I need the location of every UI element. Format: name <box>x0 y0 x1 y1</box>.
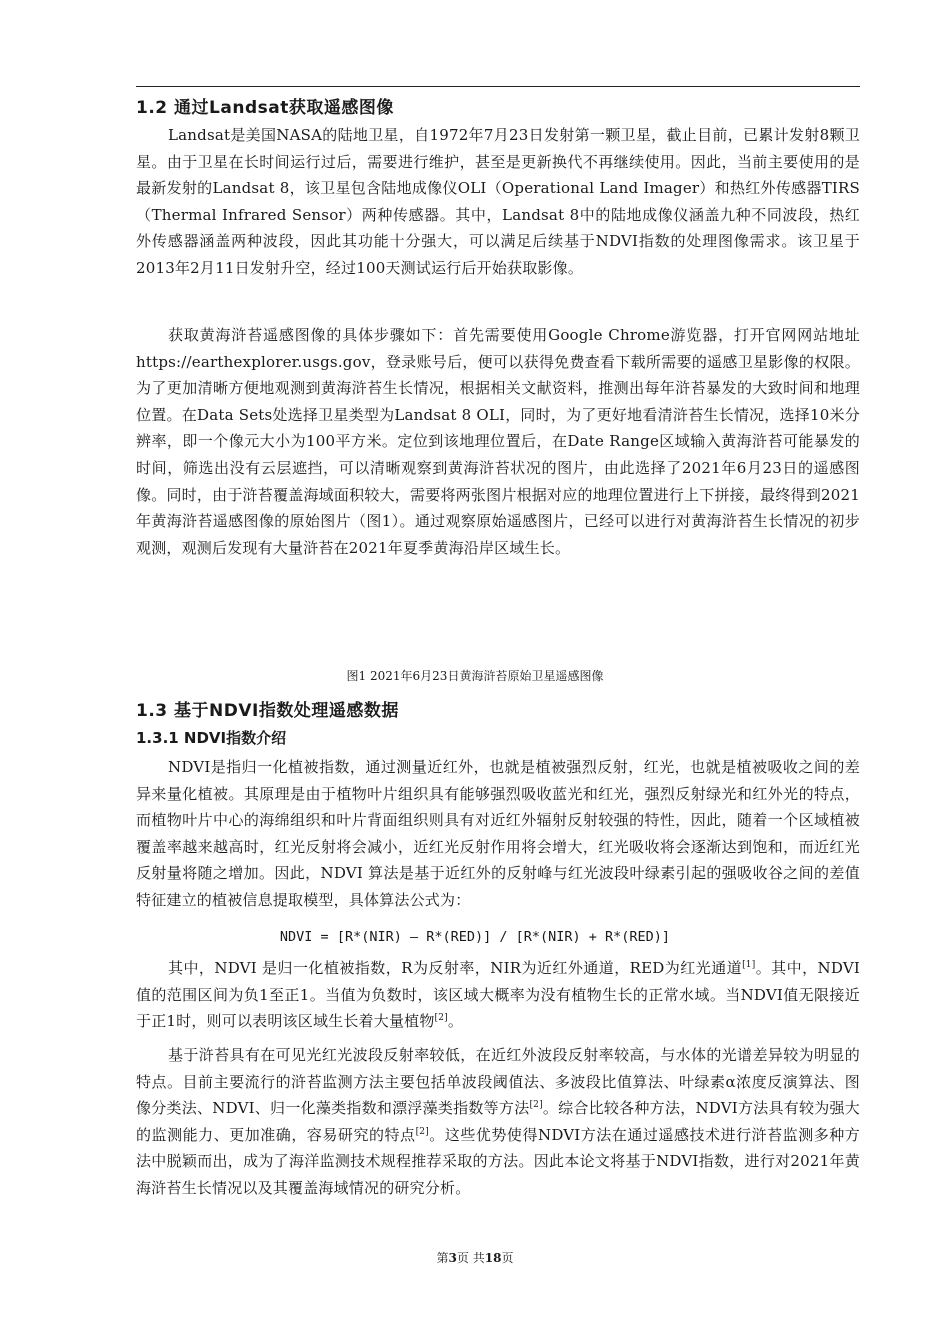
paragraph-3-text-b: 。综合比较各种方法，NDVI方法具有较为强大的监测能力、更加准确，容易研究的特点 <box>136 1099 860 1144</box>
page-footer <box>0 1249 950 1266</box>
paragraph-2-text-a: 其中，NDVI 是归一化植被指数，R为反射率，NIR为近红外通道，RED为红光通道 <box>168 959 743 977</box>
section-1-3-paragraph-1: NDVI是指归一化植被指数，通过测量近红外，也就是植被强烈反射，红光，也就是植被吸收之间的差异来量化植被。其原理是由于植物叶片组织具有能够强烈吸收蓝光和红光，强烈反射绿光和红外光的特点，而植物叶片中心的海绵组织和叶片背面组织则具有对近红外辐射反射较强的特性，因此，随着一个区域植被覆盖率越来越高时，红光反射将会减小，近红光反射作用将会增大，红光吸收将会逐渐达到饱和，而近红光反射量将随之增加。因此，NDVI 算法是基于近红外的反射峰与红光波段叶绿素引起的强吸收谷之间的差值特征建立的植被信息提取模型，具体算法公式为： <box>136 758 860 909</box>
section-1-3-title: 1.3 基于NDVI指数处理遥感数据 <box>136 701 399 721</box>
ndvi-formula: NDVI = [R*(NIR) – R*(RED)] / [R*(NIR) + R*(RED)] <box>279 929 671 945</box>
footer-middle: 页 共 <box>456 1251 485 1265</box>
citation-ref-4: [2] <box>415 1126 429 1137</box>
paragraph-2-text-c: 。 <box>447 1012 464 1031</box>
section-1-2-title: 1.2 通过Landsat获取遥感图像 <box>136 98 394 118</box>
citation-ref-3: [2] <box>529 1100 543 1111</box>
citation-ref-2: [2] <box>434 1013 448 1024</box>
section-1-2-paragraph-2: 获取黄海浒苔遥感图像的具体步骤如下：首先需要使用Google Chrome游览器，打开官网网站地址https://earthexplorer.usgs.gov，登录账号后，便可以获得免费查看下载所需要的遥感卫星影像的权限。为了更加清晰方便地观测到黄海浒苔生长情况，根据相关文献资料，推测出每年浒苔暴发的大致时间和地理位置。在Data Sets处选择卫星类型为Landsat 8 OLI，同时，为了更好地看清浒苔生长情况，选择10米分辨率，即一个像元大小为100平方米。定位到该地理位置后，在Date Range区域输入黄海浒苔可能暴发的时间，筛选出没有云层遮挡，可以清晰观察到黄海浒苔状况的图片，由此选择了2021年6月23日的遥感图像。同时，由于浒苔覆盖海域面积较大，需要将两张图片根据对应的地理位置进行上下拼接，最终得到2021年黄海浒苔遥感图像的原始图片（图1）。通过观察原始遥感图片，已经可以进行对黄海浒苔生长情况的初步观测，观测后发现有大量浒苔在2021年夏季黄海沿岸区域生长。 <box>136 326 860 557</box>
section-1-3-paragraph-3 <box>136 1042 860 1202</box>
footer-total-pages: 18 <box>484 1251 502 1265</box>
header-rule <box>136 86 860 87</box>
section-1-2-paragraph-1: Landsat是美国NASA的陆地卫星，自1972年7月23日发射第一颗卫星，截止目前，已累计发射8颗卫星。由于卫星在长时间运行过后，需要进行维护，甚至是更新换代不再继续使用。因此，当前主要使用的是最新发射的Landsat 8，该卫星包含陆地成像仪OLI（Operational Land Imager）和热红外传感器TIRS（Thermal Infrared Sensor）两种传感器。其中，Landsat 8中的陆地成像仪涵盖九种不同波段，热红外传感器涵盖两种波段，因此其功能十分强大，可以满足后续基于NDVI指数的处理图像需求。该卫星于2013年2月11日发射升空，经过100天测试运行后开始获取影像。 <box>136 126 860 277</box>
citation-ref-1: [1] <box>742 960 756 970</box>
figure-1-caption: 图1 2021年6月23日黄海浒苔原始卫星遥感图像 <box>346 669 604 683</box>
section-1-3-1-title: 1.3.1 NDVI指数介绍 <box>136 729 287 747</box>
section-1-3-paragraph-2 <box>136 955 860 1035</box>
footer-prefix: 第 <box>436 1251 449 1265</box>
paragraph-2-text-b: 。其中，NDVI值的范围区间为负1至正1。当值为负数时，该区域大概率为没有植物生长的正常水域。当NDVI值无限接近于正1时，则可以表明该区域生长着大量植物 <box>136 959 860 1031</box>
paragraph-3-text-a: 基于浒苔具有在可见光红光波段反射率较低，在近红外波段反射率较高，与水体的光谱差异较为明显的特点。目前主要流行的浒苔监测方法主要包括单波段阈值法、多波段比值算法、叶绿素α浓度反演算法、图像分类法、NDVI、归一化藻类指数和漂浮藻类指数等方法 <box>136 1046 860 1118</box>
footer-page-number: 3 <box>448 1251 457 1265</box>
paragraph-3-text-c: 。这些优势使得NDVI方法在通过遥感技术进行浒苔监测多种方法中脱颖而出，成为了海洋监测技术规程推荐采取的方法。因此本论文将基于NDVI指数，进行对2021年黄海浒苔生长情况以及其覆盖海域情况的研究分析。 <box>136 1125 861 1197</box>
footer-suffix: 页 <box>501 1251 514 1265</box>
